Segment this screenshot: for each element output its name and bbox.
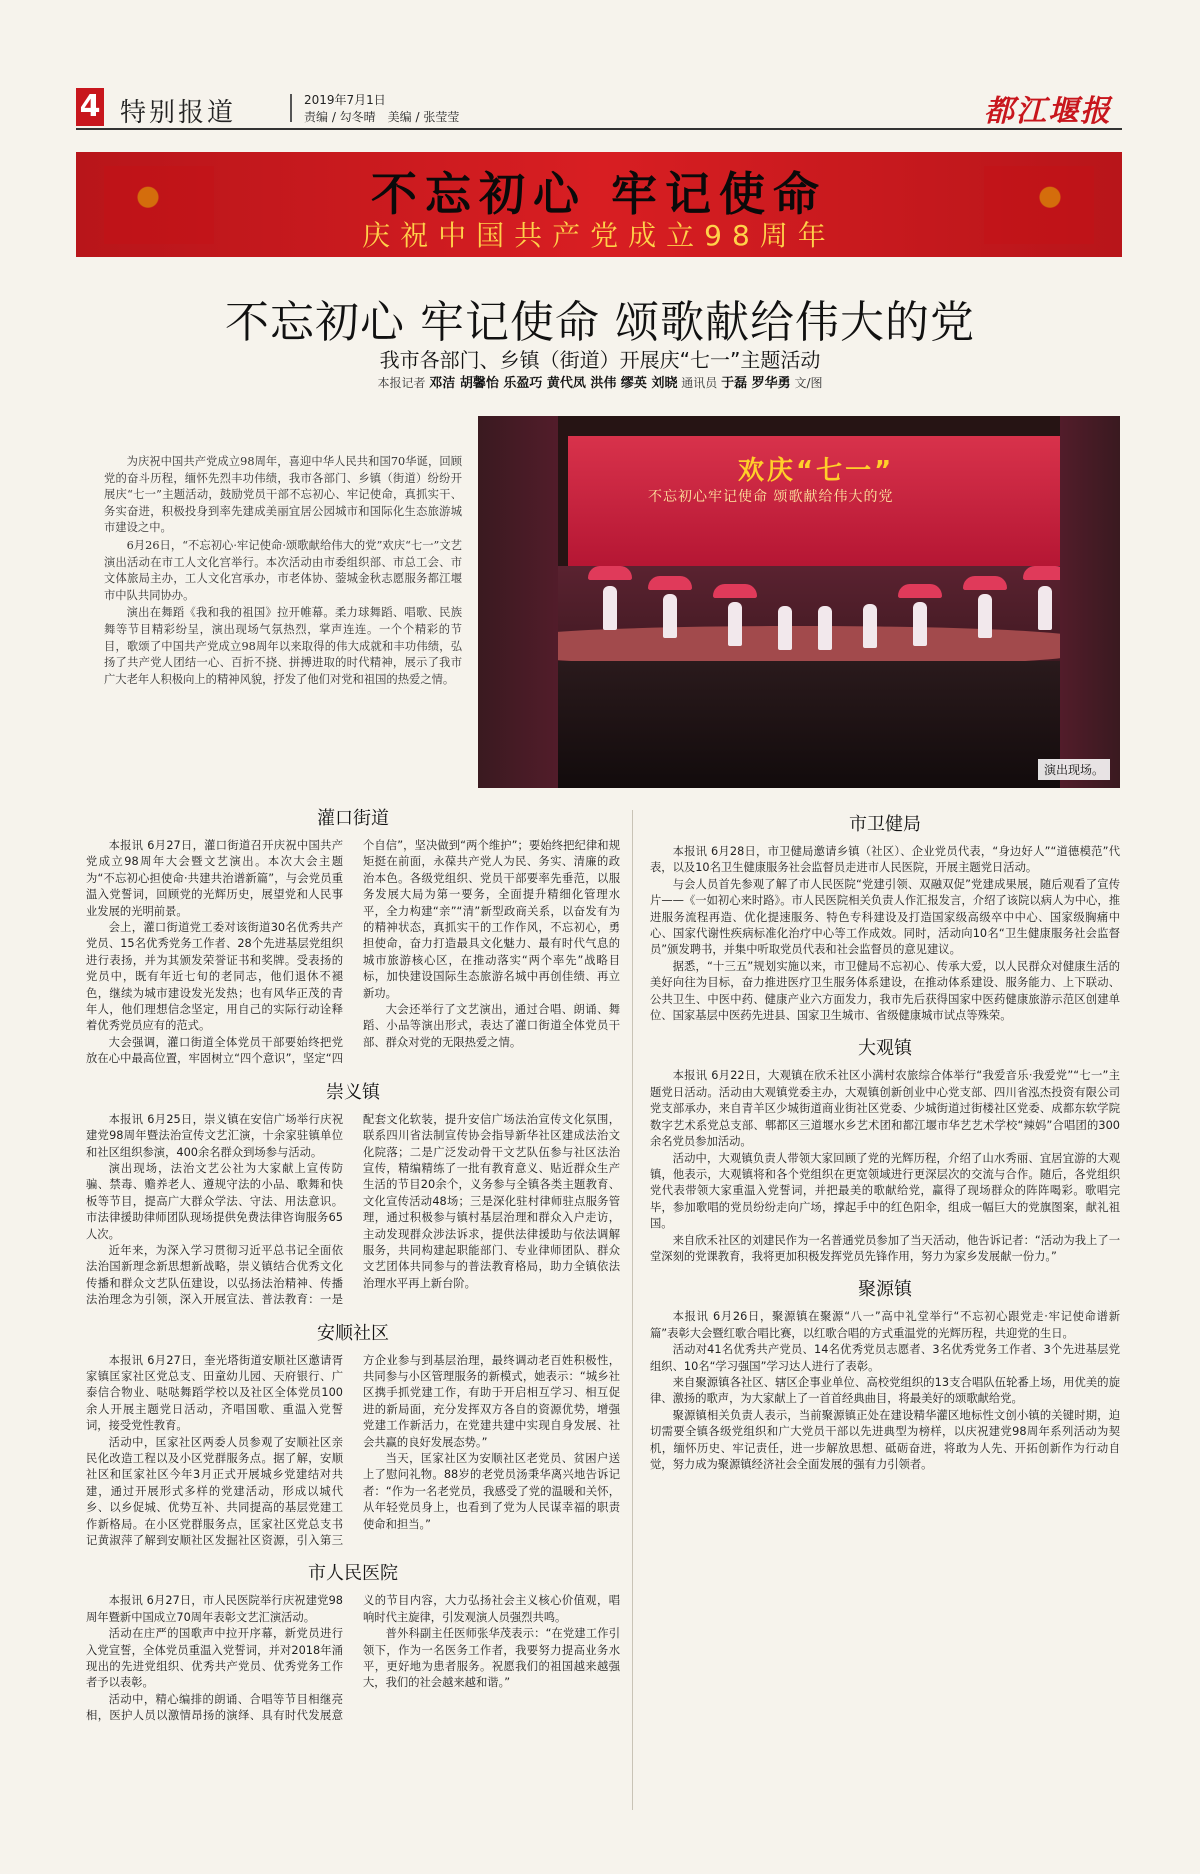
news-section-hospital (86, 1559, 620, 1724)
news-section-health-bureau (650, 810, 1120, 1024)
paragraph: 活动中，匡家社区两委人员参观了安顺社区亲民化改造工程以及小区党群服务点。据了解，安顺社区和匡家社区今年3月正式开展城乡党建结对共建，通过开展形式多样的党建活动，形成以城代乡、以乡促城、优势互补、共同提高的基层党建工作新格局。在小区党群服务点，匡家社区党总支书记黄淑萍了解到安顺社区发掘社区资源，引入第三方企业参与到基层治理，最终调动老百姓积极性，共同参与小区管理服务的新模式，她表示：“城乡社区携手抓党建工作，有助于开启相互学习、相互促进的新局面，充分发挥双方各自的资源优势，增强党建工作新活力，在党建共建中实现自身发展、社会共赢的良好发展态势。” (86, 1353, 620, 1548)
section-body (650, 844, 1120, 1024)
section-title: 安顺社区 (317, 1322, 389, 1344)
section-title: 市卫健局 (849, 814, 921, 835)
paragraph: 普外科副主任医师张华茂表示：“在党建工作引领下，作为一名医务工作者，我要努力提高业务水平，更好地为患者服务。祝愿我们的祖国越来越强大，我们的社会越来越和谐。” (363, 1627, 620, 1690)
news-section-anshun (86, 1319, 620, 1550)
paragraph: 来自欣禾社区的刘建民作为一名普通党员参加了当天活动，他告诉记者：“活动为我上了一堂深刻的党课教育，我将更加积极发挥党员先锋作用，努力为家乡发展献一份力。” (650, 1233, 1120, 1263)
paragraph: 来自聚源镇各社区、辖区企事业单位、高校党组织的13支合唱队伍轮番上场，用优美的旋律、激扬的歌声，为大家献上了一首首经典曲目，将最美好的颂歌献给党。 (650, 1375, 1120, 1406)
section-body (86, 1353, 620, 1550)
dancer-figure (728, 602, 742, 646)
umbrella-shape (713, 584, 757, 598)
paragraph: 活动中，精心编排的朗诵、合唱等节目相继亮相，医护人员以激情昂扬的演绎、具有时代发展意义的节目内容，大力弘扬社会主义核心价值观，唱响时代主旋律，引发观演人员强烈共鸣。 (86, 1594, 620, 1723)
dancer-figure (818, 606, 832, 650)
section-body (86, 1593, 620, 1724)
dancer-figure (603, 586, 617, 630)
umbrella-shape (963, 576, 1007, 590)
paragraph: 活动对41名优秀共产党员、14名优秀党员志愿者、3名优秀党务工作者、3个先进基层党组织、10名“学习强国”学习达人进行了表彰。 (650, 1343, 1120, 1373)
intro-paragraph: 6月26日，“不忘初心·牢记使命·颂歌献给伟大的党”欢庆“七一”文艺演出活动在市工人文化宫举行。本次活动由市委组织部、市总工会、市文体旅局主办，工人文化宫承办，市老体协、蓥城金秋志愿服务都江堰市中队共同协办。 (104, 538, 462, 602)
paragraph: 大会强调，灌口街道全体党员干部要始终把党放在心中最高位置，牢固树立“四个意识”，坚定“四个自信”，坚决做到“两个维护”；要始终把纪律和规矩挺在前面，永葆共产党人为民、务实、清廉的政治本色。各级党组织、党员干部要率先垂范，以服务发展大局为第一要务，全面提升精细化管理水平，全力构建“亲”“清”新型政商关系，以奋发有为的精神状态，真抓实干的工作作风，不忘初心，勇担使命，奋力打造最具文化魅力、最有时代气息的城市旅游核心区，在推动落实“两个率先”战略目标，加快建设国际生态旅游名城中再创佳绩、再立新功。 (86, 839, 620, 1066)
byline-label-reporter: 本报记者 (377, 376, 426, 390)
backdrop-subtitle: 不忘初心牢记使命 颂歌献给伟大的党 (648, 489, 894, 505)
section-body (86, 838, 620, 1068)
page-number: 4 (76, 88, 104, 126)
section-name: 特别报道 (120, 98, 237, 128)
left-news-column (86, 804, 620, 1735)
news-section-chongyi (86, 1078, 620, 1309)
paragraph: 聚源镇相关负责人表示，当前聚源镇正处在建设精华灌区地标性文创小镇的关键时期，迫切需要全镇各级党组织和广大党员干部以先进典型为榜样，以庆祝建党98周年系列活动为契机，缅怀历史、牢记责任，进一步解放思想、砥砺奋进，将敢为人先、开拓创新作为行动自觉，努力成为聚源镇经济社会全面发展的强有力引领者。 (650, 1408, 1120, 1471)
paragraph: 本报讯 6月22日，大观镇在欣禾社区小满村农旅综合体举行“我爱音乐·我爱党”“七一”主题党日活动。活动由大观镇党委主办，大观镇创新创业中心党支部、四川省泓杰投资有限公司党支部承办，来自青羊区少城街道商业街社区党委、少城街道过街楼社区党委、成都东软学院数字艺术系党总支部、郫都区三道堰水乡艺术团和都江堰市华艺艺术学校“辣妈”合唱团的300余名党员参加活动。 (650, 1069, 1120, 1149)
date-editors-block (304, 92, 459, 126)
paragraph: 本报讯 6月27日，奎光塔街道安顺社区邀请胥家镇匡家社区党总支、田童幼儿园、天府银行、广泰信合物业、哒哒舞蹈学校以及社区全体党员100余人开展主题党日活动，齐唱国歌、重温入党誓词，接受党性教育。 (86, 1353, 343, 1433)
paragraph: 近年来，为深入学习贯彻习近平总书记全面依法治国新理念新思想新战略，崇义镇结合优秀文化传播和群众文艺队伍建设，以弘扬法治精神、传播法治理念为引领，深入开展宣法、普法教育：一是配套文化软装，提升安信广场法治宣传文化氛围，联系四川省法制宣传协会指导新华社区建成法治文化院落；二是广泛发动骨干文艺队伍参与社区法治宣传，精编精练了一批有教育意义、贴近群众生产生活的节目20余个，义务参与全镇各类主题教育、文化宣传活动48场；三是深化驻村律师驻点服务管理，通过积极参与镇村基层治理和群众入户走访，主动发现群众涉法诉求，提供法律援助与依法调解服务，共同构建起职能部门、专业律师团队、群众文艺团体共同参与的普法教育格局，助力全镇依法治理水平再上新台阶。 (86, 1112, 620, 1307)
umbrella-shape (648, 576, 692, 590)
intro-paragraph: 为庆祝中国共产党成立98周年，喜迎中华人民共和国70华诞，回顾党的奋斗历程，缅怀先烈丰功伟绩，我市各部门、乡镇（街道）纷纷开展庆“七一”主题活动，鼓励党员干部不忘初心、牢记使命，真抓实干、务实奋进，积极投身到率先建成美丽宜居公园城市和国际化生态旅游城市建设之中。 (104, 455, 462, 535)
curtain-right (1060, 416, 1120, 788)
section-body (86, 1112, 620, 1309)
section-title: 市人民医院 (308, 1563, 398, 1585)
news-section-daguan (650, 1034, 1120, 1265)
special-banner (76, 152, 1122, 257)
paragraph: 演出现场，法治文艺公社为大家献上宣传防骗、禁毒、赡养老人、遵规守法的小品、歌舞和快板等节目，提高广大群众学法、守法、用法意识。市法律援助律师团队现场提供免费法律咨询服务65人次。 (86, 1161, 343, 1241)
intro-article (104, 454, 462, 689)
dancer-figure (778, 606, 792, 650)
paragraph: 活动中，大观镇负责人带领大家回顾了党的光辉历程，介绍了山水秀丽、宜居宜游的大观镇，他表示，大观镇将和各个党组织在更宽领域进行更深层次的交流与合作。随后，各党组织党代表带领大家重温入党誓词，并把最美的歌献给党，赢得了现场群众的阵阵喝彩。歌唱完毕，参加歌唱的党员纷纷走向广场，撑起手中的红色阳伞，组成一幅巨大的党旗图案，献礼祖国。 (650, 1151, 1120, 1231)
editors: 责编 / 勾冬晴 美编 / 张莹莹 (304, 110, 460, 124)
section-title: 灌口街道 (317, 808, 389, 829)
issue-date: 2019年7月1日 (304, 93, 386, 107)
byline-reporters: 邓洁 胡馨怡 乐盈巧 黄代凤 洪伟 缪英 刘晓 (429, 376, 678, 391)
dancer-figure (863, 604, 877, 648)
page-header (76, 86, 1122, 130)
byline-suffix: 文/图 (794, 376, 823, 390)
section-title: 大观镇 (858, 1038, 912, 1060)
section-body (650, 1068, 1120, 1265)
dancer-figure (978, 594, 992, 638)
banner-subtitle: 庆祝中国共产党成立98周年 (362, 219, 836, 252)
section-body (650, 1309, 1120, 1473)
paragraph: 本报讯 6月27日，灌口街道召开庆祝中国共产党成立98周年大会暨文艺演出。本次大会主题为“不忘初心担使命·共建共治谱新篇”，与会党员重温入党誓词，回顾党的光辉历史，展望党和人民事业发展的光明前景。 (86, 839, 343, 918)
umbrella-shape (898, 584, 942, 598)
paragraph: 据悉，“十三五”规划实施以来，市卫健局不忘初心、传承大爱，以人民群众对健康生活的美好向往为目标，奋力推进医疗卫生服务体系建设，在推动体系建设、服务能力、上下联动、公共卫生、中医中药、健康产业六方面发力，我市先后获得国家中医药健康旅游示范区创建单位、国家基层中医药先进县、国家卫生城市、省级健康城市试点等殊荣。 (650, 959, 1120, 1023)
byline-label-correspondent: 通讯员 (681, 376, 718, 390)
header-divider (290, 94, 292, 122)
stage-floor (518, 626, 1078, 666)
paragraph: 活动在庄严的国歌声中拉开序幕，新党员进行入党宣誓，全体党员重温入党誓词，并对2018年涌现出的先进党组织、优秀共产党员、优秀党务工作者予以表彰。 (86, 1627, 343, 1690)
intro-paragraph: 演出在舞蹈《我和我的祖国》拉开帷幕。柔力球舞蹈、唱歌、民族舞等节目精彩纷呈，演出现场气氛热烈，掌声连连。一个个精彩的节目，歌颂了中国共产党成立98周年以来取得的伟大成就和丰功伟绩，弘扬了共产党人团结一心、百折不挠、拼搏进取的时代精神，展示了我市广大老年人积极向上的精神风貌，抒发了他们对党和祖国的热爱之情。 (104, 606, 462, 686)
banner-title: 不忘初心 牢记使命 (370, 167, 827, 221)
dancer-figure (1038, 586, 1052, 630)
masthead-logo: 都江堰报 (984, 94, 1112, 129)
paragraph: 本报讯 6月25日，崇义镇在安信广场举行庆祝建党98周年暨法治宣传文艺汇演，十余家驻镇单位和社区组织参演，400余名群众到场参与活动。 (86, 1112, 343, 1159)
right-news-column (650, 810, 1120, 1483)
main-headline: 不忘初心 牢记使命 颂歌献给伟大的党 (225, 297, 975, 348)
dancer-figure (663, 594, 677, 638)
audience (478, 661, 1120, 788)
sub-headline: 我市各部门、乡镇（街道）开展庆“七一”主题活动 (379, 348, 821, 372)
paragraph: 与会人员首先参观了解了市人民医院“党建引领、双融双促”党建成果展，随后观看了宣传片——《一如初心来时路》。市人民医院相关负责人作汇报发言，介绍了该院以病人为中心，推进服务流程再造、优化提速服务、特色专科建设及打造国家级高级卒中中心、国家级胸痛中心、国家代谢性疾病标准化治疗中心等工作成效。同时，活动向10名“卫生健康服务社会监督员”颁发聘书，并集中听取党员代表和社会监督员的意见建议。 (650, 877, 1120, 957)
paragraph: 本报讯 6月27日，市人民医院举行庆祝建党98周年暨新中国成立70周年表彰文艺汇演活动。 (86, 1594, 343, 1624)
paragraph: 会上，灌口街道党工委对该街道30名优秀共产党员、15名优秀党务工作者、28个先进基层党组织进行表扬，并为其颁发荣誉证书和奖牌。受表扬的党员中，既有年近七旬的老同志，他们退休不褪色，继续为城市建设发光发热；也有风华正茂的青年人，他们理想信念坚定，用自己的实际行动诠释着优秀党员应有的范式。 (86, 921, 343, 1033)
performance-photo (478, 416, 1120, 788)
paragraph: 大会还举行了文艺演出，通过合唱、朗诵、舞蹈、小品等演出形式，表达了灌口街道全体党员干部、群众对党的无限热爱之情。 (363, 1003, 620, 1049)
news-section-guankou (86, 804, 620, 1068)
photo-caption: 演出现场。 (1038, 759, 1110, 780)
news-section-juyuan (650, 1275, 1120, 1473)
paragraph: 当天，匡家社区为安顺社区老党员、贫困户送上了慰问礼物。88岁的老党员汤秉华离兴地告诉记者：“作为一名老党员，我感受了党的温暖和关怀，从年轻党员身上，也看到了党为人民谋幸福的职责使命和担当。” (363, 1452, 620, 1531)
section-title: 聚源镇 (858, 1279, 912, 1301)
paragraph: 本报讯 6月28日，市卫健局邀请乡镇（社区）、企业党员代表，“身边好人”“道德模范”代表，以及10名卫生健康服务社会监督员走进市人民医院，开展主题党日活动。 (650, 845, 1120, 875)
byline-correspondents: 于磊 罗华勇 (721, 376, 791, 391)
column-divider (632, 810, 633, 1810)
curtain-left (478, 416, 558, 788)
umbrella-shape (588, 566, 632, 580)
byline (0, 372, 1200, 391)
paragraph: 本报讯 6月26日，聚源镇在聚源“八一”高中礼堂举行“不忘初心跟党走·牢记使命谱新篇”表彰大会暨红歌合唱比赛，以红歌合唱的方式重温党的光辉历程，共迎党的生日。 (650, 1310, 1120, 1340)
backdrop-title: 欢庆“七一” (738, 456, 895, 486)
section-title: 崇义镇 (326, 1081, 380, 1103)
dancer-figure (913, 602, 927, 646)
